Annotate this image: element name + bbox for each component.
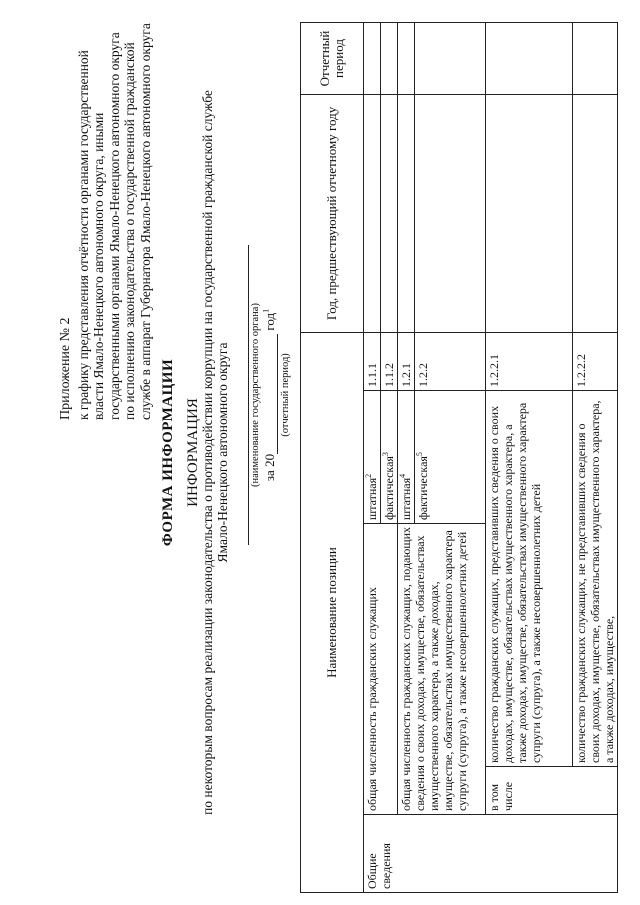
row-label: общая численность гражданских служащих, подающих сведения о своих доходах, имуществе, обязательствах имущественного характера, а также доходах, имуществе, обязательствах имущественного характера супруги (супруга), а также несовершеннолетних детей [398,524,486,815]
subject-line: Ямало-Ненецкого автономного округа [215,342,230,563]
info-title: ИНФОРМАЦИЯ [185,398,201,507]
row-label: количество гражданских служащих, не представивших сведения о своих доходах, имуществе, обязательствах имущественного характера, а также доходах, имуществе, [573,391,618,767]
row-code: 1.1.2 [381,332,398,390]
period-row [262,245,278,545]
form-title: ФОРМА ИНФОРМАЦИИ [160,358,176,547]
annex-line: службе в аппарат Губернатора Ямало-Ненецкого автономного округа [137,23,153,420]
header-row [301,22,364,892]
header-prev-year: Год, предшествующий отчетному году [301,94,364,332]
annex-title: Приложение № 2 [58,317,73,420]
cell-report-period [573,22,618,94]
table-row [486,22,573,892]
period-prefix: за 20 [262,453,277,482]
cell-report-period [364,22,381,94]
incl-label: в том числе [486,767,618,815]
table-row [398,22,415,892]
header-position-name: Наименование позиции [301,332,364,892]
row-kind: фактическая$^5$ [415,391,486,524]
cell-prev-year [486,94,573,332]
row-kind: штатная$^4$ [398,391,415,524]
annex-line: государственными органами Ямало-Ненецкого автономного округа [106,32,122,420]
header-report-period: Отчетный период [301,22,364,94]
cell-report-period [381,22,398,94]
row-code: 1.1.1 [364,332,381,390]
period-suffix: год [262,312,277,331]
row-kind: штатная$^2$ [364,391,381,524]
annex-block [58,20,153,420]
row-code: 1.2.2.2 [573,332,618,390]
cell-report-period [415,22,486,94]
annex-line: власти Ямало-Ненецкого автономного округа, иными [91,112,106,420]
row-code: 1.2.2.1 [486,332,573,390]
cell-prev-year [573,94,618,332]
subject-text [200,0,230,905]
org-caption: (наименование государственного органа) [250,303,261,487]
row-label: количество гражданских служащих, представивших сведения о своих доходах, имуществе, обязательствах имущественного характера, а также доходах, имуществе, обязательствах имущественного характера супруги (супруга), а также несовершеннолетних детей [486,391,573,767]
cell-prev-year [381,94,398,332]
row-label: общая численность гражданских служащих [364,524,398,815]
cell-report-period [398,22,415,94]
cell-prev-year [398,94,415,332]
info-table [300,22,618,893]
cell-prev-year [364,94,381,332]
footnote-mark: 1 [261,308,271,313]
row-kind: фактическая$^3$ [381,391,398,524]
subject-line: по некоторым вопросам реализации законодательства о противодействии коррупции на государственной гражданской службе [200,90,215,815]
row-code: 1.2.1 [398,332,415,390]
annex-line: по исполнению законодательства о государственной гражданской [122,42,137,420]
section-label: Общие сведения [364,815,618,893]
cell-prev-year [415,94,486,332]
annex-line: к графику представления отчётности органами государственной [75,50,91,420]
table-row [573,22,618,892]
cell-report-period [486,22,573,94]
period-caption: (отчетный период) [280,353,291,437]
org-underline [248,245,249,545]
table-row [364,22,381,892]
period-blank [264,334,278,454]
row-code: 1.2.2 [415,332,486,390]
